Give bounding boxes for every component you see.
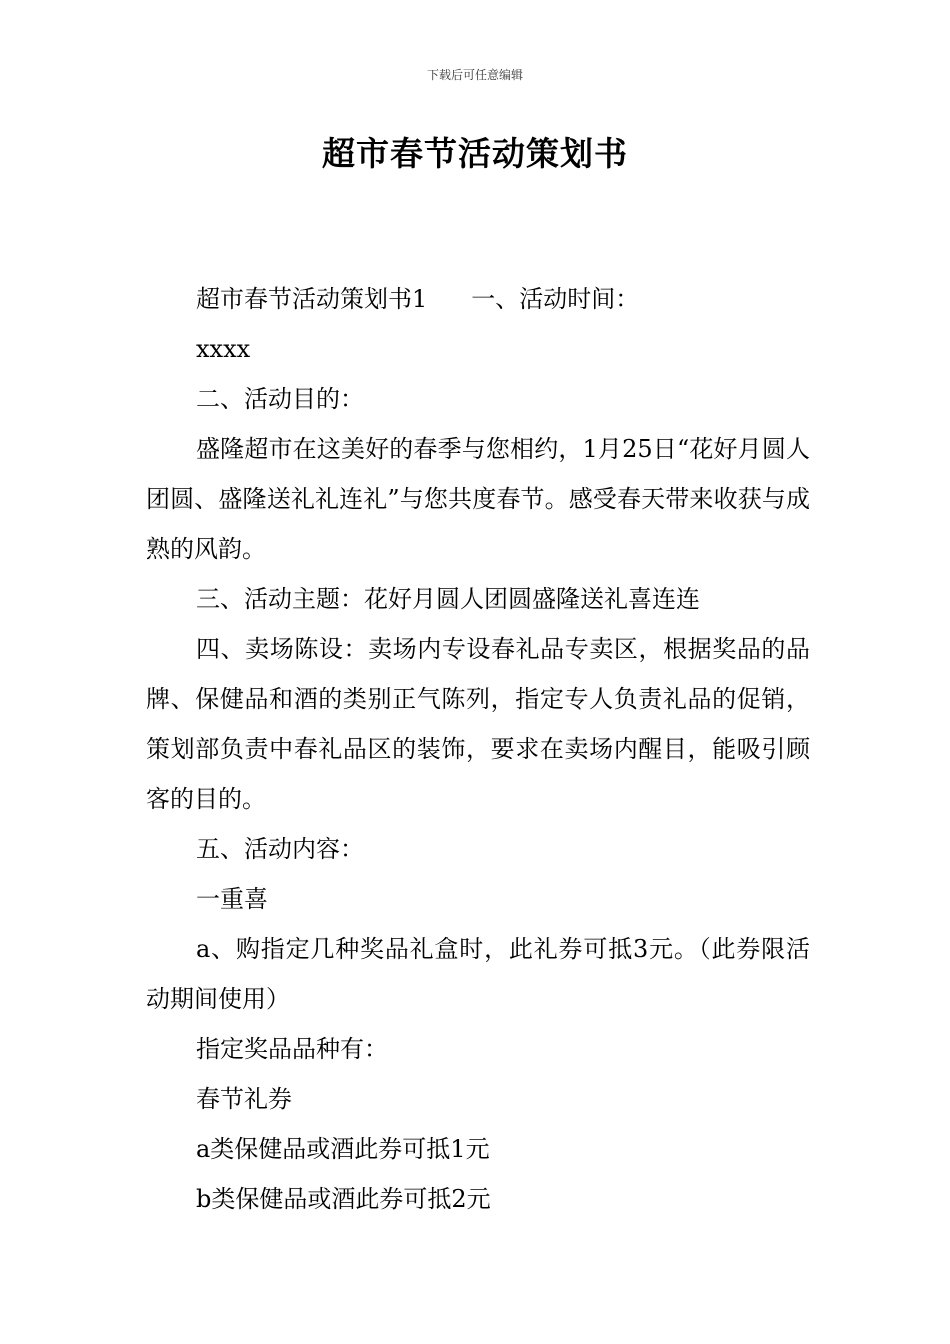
paragraph-first-line [146,274,810,324]
paragraph-theme: 三、活动主题：花好月圆人团圆盛隆送礼喜连连 [196,585,700,613]
paragraph-coupon-title: 春节礼券 [196,1085,292,1113]
document-title: 超市春节活动策划书 [322,134,628,173]
first-line-doc-ref: 超市春节活动策划书1 [196,285,428,313]
paragraph-designated-items: 指定奖品品种有： [196,1035,388,1063]
paragraph-item-a: a、购指定几种奖品礼盒时，此礼券可抵3元。（此券限活动期间使用） [146,935,810,1013]
paragraph-heading-purpose: 二、活动目的： [196,385,364,413]
paragraph-purpose-text: 盛隆超市在这美好的春季与您相约，1月25日“花好月圆人团圆、盛隆送礼礼连礼”与您共度春节。感受春天带来收获与成熟的风韵。 [146,435,810,563]
first-line-activity-time: 一、活动时间： [471,285,640,313]
document-body [146,274,810,1224]
paragraph-coupon-b: b类保健品或酒此券可抵2元 [196,1185,491,1213]
paragraph-coupon-a: a类保健品或酒此券可抵1元 [196,1135,490,1163]
header-note: 下载后可任意编辑 [426,68,523,82]
paragraph-display: 四、卖场陈设：卖场内专设春礼品专卖区，根据奖品的品牌、保健品和酒的类别正气陈列，指定专人负责礼品的促销，策划部负责中春礼品区的装饰，要求在卖场内醒目，能吸引顾客的目的。 [146,635,810,813]
paragraph-time-value: xxxx [196,335,251,363]
paragraph-heading-content: 五、活动内容： [196,835,364,863]
paragraph-first-surprise: 一重喜 [196,885,268,913]
